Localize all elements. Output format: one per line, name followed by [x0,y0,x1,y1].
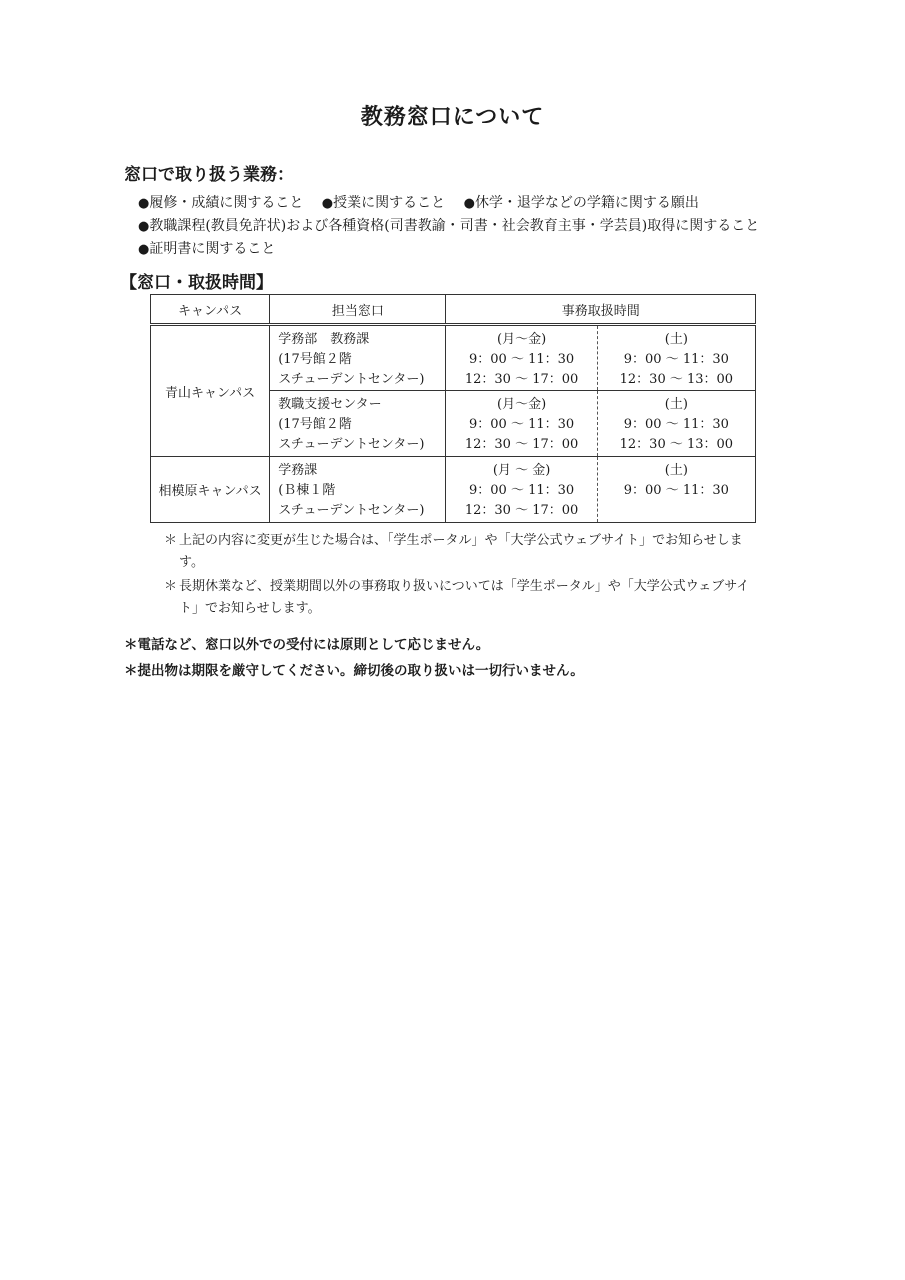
hours-heading: 【窓口・取扱時間】 [120,273,273,293]
weekday-hours-cell [446,391,597,457]
time-range: 9：00 ～ 11：30 [469,483,575,498]
bullet-icon: ● [463,196,475,211]
office-line: スチューデントセンター) [278,503,425,518]
office-line: 教職支援センター [278,397,382,412]
final-note-text: 提出物は期限を厳守してください。締切後の取り扱いは一切行いません。 [137,663,584,679]
table-note-text: 上記の内容に変更が生じた場合は、「学生ポータル」や「大学公式ウェブサイト」でお知らせします。 [179,533,743,570]
page-title: 教務窓口について [360,105,545,130]
final-note-text: 電話など、窓口以外での受付には原則として応じません。 [137,637,490,653]
bullet-icon: ● [138,219,150,234]
bullet-icon: ● [138,196,150,211]
time-range: 12：30 ～ 17：00 [464,437,579,452]
campus-cell: 相模原キャンパス [151,457,270,523]
duty-text: 休学・退学などの学籍に関する願出 [474,195,699,211]
duty-line-2 [138,215,773,238]
office-line: (Ｂ棟１階 [278,483,336,498]
time-range: 9：00 ～ 11：30 [623,417,729,432]
table-note [164,530,764,574]
office-line: (17号館２階 [278,417,352,432]
table-row [151,457,756,523]
office-hours-table [150,294,756,523]
office-cell [270,325,446,391]
final-note [124,658,584,684]
time-range: 12：30 ～ 17：00 [464,372,579,387]
asterisk-icon: ＊ [124,637,138,653]
final-note [124,632,584,658]
duties-list [138,192,773,261]
duty-text: 証明書に関すること [149,241,276,257]
time-range: 9：00 ～ 11：30 [623,483,729,498]
office-line: 学務部 教務課 [278,332,370,347]
saturday-label: (土) [664,397,688,412]
final-notes [124,632,584,684]
office-cell [270,457,446,523]
header-campus: キャンパス [151,295,270,325]
duty-item [138,218,759,234]
weekday-hours-cell [446,457,597,523]
weekday-label: (月～金) [497,332,547,347]
header-hours: 事務取扱時間 [446,295,756,325]
duty-line-3 [138,238,773,261]
saturday-hours-cell [597,325,755,391]
weekday-label: (月 ～ 金) [492,463,551,478]
saturday-label: (土) [664,463,688,478]
table-row [151,325,756,391]
office-line: スチューデントセンター) [278,437,425,452]
time-range: 9：00 ～ 11：30 [469,417,575,432]
saturday-label: (土) [664,332,688,347]
office-line: スチューデントセンター) [278,372,425,387]
saturday-hours-cell [597,457,755,523]
weekday-label: (月～金) [497,397,547,412]
campus-cell: 青山キャンパス [151,325,270,457]
table-notes [164,530,764,622]
time-range: 9：00 ～ 11：30 [469,352,575,367]
time-range: 12：30 ～ 13：00 [619,372,734,387]
duty-item [138,195,303,211]
office-cell [270,391,446,457]
saturday-hours-cell [597,391,755,457]
asterisk-icon: ＊ [164,533,178,548]
asterisk-icon: ＊ [124,663,138,679]
time-range: 12：30 ～ 17：00 [464,503,579,518]
office-line: 学務課 [278,463,318,478]
asterisk-icon: ＊ [164,579,178,594]
time-range: 12：30 ～ 13：00 [619,437,734,452]
duty-item [138,241,275,257]
header-office: 担当窓口 [270,295,446,325]
duty-item [322,195,445,211]
duties-heading: 窓口で取り扱う業務： [124,165,294,185]
duty-text: 授業に関すること [333,195,446,211]
duty-item [464,195,699,211]
duty-line-1 [138,192,773,215]
weekday-hours-cell [446,325,597,391]
time-range: 9：00 ～ 11：30 [623,352,729,367]
bullet-icon: ● [321,196,334,211]
duty-text: 履修・成績に関すること [149,195,304,211]
office-line: (17号館２階 [278,352,352,367]
table-note-text: 長期休業など、授業期間以外の事務取り扱いについては「学生ポータル」や「大学公式ウェブサイト」でお知らせします。 [179,579,750,616]
table-note [164,576,764,620]
duty-text: 教職課程(教員免許状)および各種資格(司書教諭・司書・社会教育主事・学芸員)取得に関すること [149,218,760,234]
table-header-row [151,295,756,325]
bullet-icon: ● [138,242,150,257]
